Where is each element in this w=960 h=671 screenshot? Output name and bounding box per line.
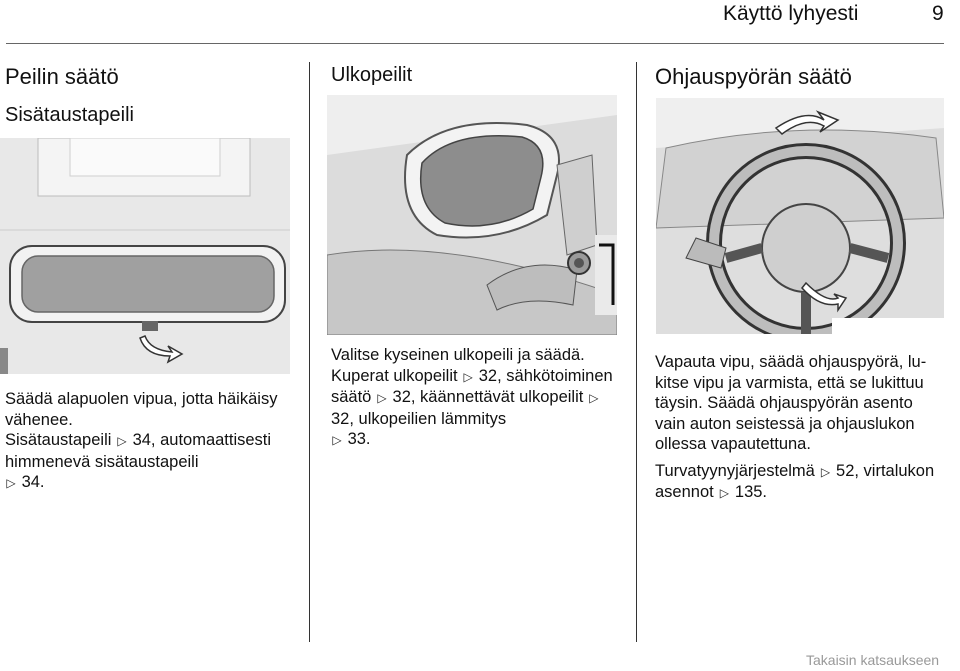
- pointer-arrow-icon[interactable]: ▷: [117, 434, 127, 448]
- col1-paragraph-1: Säädä alapuolen vipua, jotta häikäisy vähenee.: [5, 390, 278, 429]
- col3-paragraph-2: Turvatyynyjärjestelmä ▷ 52, virtalukon asennot ▷ 135.: [655, 461, 945, 504]
- pointer-arrow-icon[interactable]: ▷: [332, 433, 342, 447]
- pointer-arrow-icon[interactable]: ▷: [377, 391, 387, 405]
- back-to-overview-link[interactable]: Takaisin katsaukseen: [806, 652, 940, 668]
- col1-text: [5, 389, 295, 494]
- page-number: 9: [932, 2, 944, 25]
- header-title: Käyttö lyhyesti: [723, 2, 859, 25]
- exterior-mirrors-heading: Ulkopeilit: [331, 64, 413, 86]
- interior-mirror-illustration: [0, 138, 290, 374]
- col1-paragraph-2: Sisätaustapeili ▷ 34, automaattisesti himmenevä sisätaustapeili ▷ 34.: [5, 430, 295, 494]
- col3-paragraph-1: Vapauta vipu, säädä ohjauspyörä, lukitse vipu ja varmista, että se lukittuu täysin. Säädä ohjauspyörän asento vain auton seistessä ja ohjauslukon ollessa vapautettuna.: [655, 353, 927, 453]
- pointer-arrow-icon[interactable]: ▷: [719, 486, 729, 500]
- col2-paragraph-2: Kuperat ulkopeilit ▷ 32, sähkötoiminen säätö ▷ 32, käännettävät ulkopeilit ▷ 32, ulkopeilien lämmitys ▷ 33.: [331, 366, 621, 451]
- column-divider-1: [309, 62, 310, 642]
- header-divider: [6, 43, 944, 44]
- column-divider-2: [636, 62, 637, 642]
- col3-text: [655, 352, 945, 504]
- mirror-adjustment-heading: Peilin säätö: [5, 64, 119, 89]
- steering-wheel-adjustment-heading: Ohjauspyörän säätö: [655, 64, 852, 89]
- pointer-arrow-icon[interactable]: ▷: [6, 476, 16, 490]
- pointer-arrow-icon[interactable]: ▷: [463, 369, 473, 384]
- steering-wheel-illustration: [656, 98, 944, 334]
- interior-mirror-subheading: Sisätaustapeili: [5, 104, 134, 126]
- pointer-arrow-icon[interactable]: ▷: [820, 464, 831, 479]
- exterior-mirror-illustration: [327, 95, 617, 335]
- col2-text: [331, 345, 621, 451]
- col2-paragraph-1: Valitse kyseinen ulkopeili ja säädä.: [331, 346, 585, 364]
- pointer-arrow-icon[interactable]: ▷: [589, 391, 599, 405]
